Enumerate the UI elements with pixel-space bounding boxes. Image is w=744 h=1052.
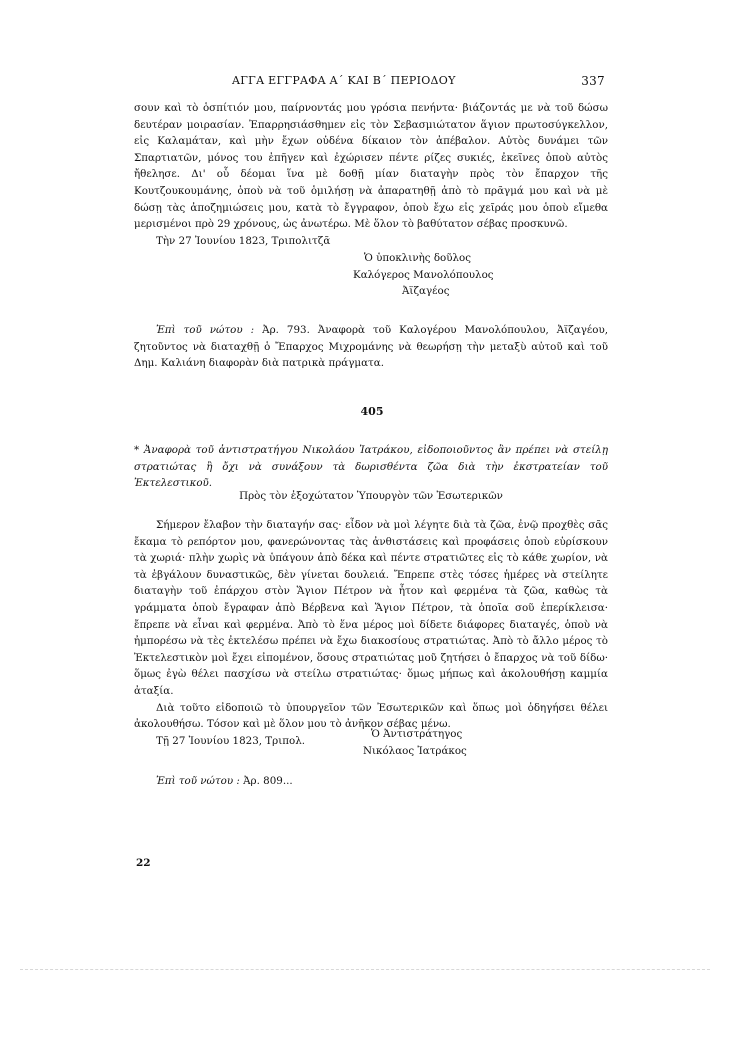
signature-mark: 22 xyxy=(136,857,151,869)
scan-artifact-line xyxy=(20,969,710,971)
signature-line: Ὁ ὑποκλινὴς δοῦλος xyxy=(364,252,471,264)
letter1-paragraph: σουν καὶ τὸ ὁσπίτιόν μου, παίρνοντάς μου γρόσια πενήντα· βιάζοντάς με νὰ τοῦ δώσω δευτέραν μοιρασίαν. Ἐπαρρησιάσθημεν εἰς τὸν Σεβασμιώτατον ἅγιον πρωτοσύγκελλον, εἰς Καλαμάταν, καὶ μὴν ἔχων οὐδένα δίκαιον τὸν ἀπέβαλον. Αὐτὸς δυνάμει τῶν Σπαρτιατῶν, μόνος του ἐπῆγεν καὶ ἐχώρισεν πέντε ρίζες συκιές, ἐκεῖνες ὁποὺ αὐτὸς ἤθελησε. Δι' οὗ δέομαι ἵνα μὲ δοθῇ μίαν διαταγὴν πρὸς τὸν ἔπαρχον τῆς Κουτζουκουμάνης, ὁποὺ νὰ τοῦ ὁμιλήσῃ νὰ ἀπαρατηθῇ ἀπὸ τὸ πρᾶγμά μου καὶ νὰ μὲ δώσῃ τὰς ἀποζημιώσεις μου, κατὰ τὸ ἔγγραφον, ὁποὺ ἔχω εἰς χεῖράς μου ὁποὺ εἴμεθα μερισμένοι πρὸ 29 χρόνους, ὡς ἀνωτέρω. Μὲ ὅλον τὸ βαθύτατον σέβας προσκυνῶ. xyxy=(134,102,608,231)
endorsement-text xyxy=(134,322,608,372)
endorsement-content: Ἀρ. 793. Ἀναφορὰ τοῦ Καλογέρου Μανολόπουλου, Ἀϊζαγέου, ζητοῦντος νὰ διαταχθῇ ὁ Ἔπαρχος Μιχρομάνης νὰ θεωρήσῃ τὴν μεταξὺ αὐτοῦ καὶ τοῦ Δημ. Καλιάνη διαφορὰν διὰ πατρικὰ πράγματα. xyxy=(134,324,608,370)
document-body xyxy=(134,517,608,749)
signature-line: Νικόλαος Ἰατράκος xyxy=(363,744,467,757)
endorsement-label: Ἐπὶ τοῦ νώτου : xyxy=(156,324,255,336)
addressee: Πρὸς τὸν ἐξοχώτατον Ὑπουργὸν τῶν Ἐσωτερικῶν xyxy=(239,490,503,502)
endorsement-text xyxy=(134,773,608,790)
endorsement-content: Ἀρ. 809... xyxy=(243,775,293,787)
body-paragraph-1: Σήμερον ἔλαβον τὴν διαταγήν σας· εἶδον νὰ μοὶ λέγητε διὰ τὰ ζῶα, ἐνῷ προχθὲς σᾶς ἔκαμα τὸ ρεπόρτον μου, φανερώνοντας τὰς ἀνθιστάσεις καὶ προφάσεις ὁποὺ εὑρίσκουν τὰ χωριά· πλὴν χωρὶς νὰ ὑπάγουν ἀπὸ δέκα καὶ πέντε στρατιῶτες εἰς τὸ κάθε χωρίον, νὰ τὰ ἐβγάλουν δυναστικῶς, δὲν γίνεται δουλειά. Ἔπρεπε στὲς τόσες ἡμέρες νὰ στείλητε διαταγὴν τοῦ ἐπάρχου στὸν Ἅγιον Πέτρον νὰ ἦτον καὶ φερμένα τὰ ζῶα, καθὼς τὰ γράμματα ὁποὺ ἔγραφαν ἀπὸ Βέρβενα καὶ Ἅγιον Πέτρον, τὰ ὁποῖα σοῦ ἐπερίκλεισα· ἔπρεπε νὰ εἶναι καὶ φερμένα. Ἀπὸ τὸ ἕνα μέρος μοὶ δίδετε διάφορες διαταγές, ὁποὺ νὰ ἠμπορέσω νὰ τὲς ἐκτελέσω πρέπει νὰ ἔχω διακοσίους στρατιώτας. Ἀπὸ τὸ ἄλλο μέρος τὸ Ἐκτελεστικὸν μοὶ ἔχει εἰπομένον, ὅσους στρατιώτας μοῦ ζητήσει ὁ ἔπαρχος νὰ τοῦ δίδω· ὅμως ἐγὼ θέλει πασχίσω νὰ στείλω στρατιώτας· ὅμως μήπως καὶ ἀκολουθήσῃ καμμία ἀταξία. xyxy=(134,519,608,697)
document-heading: * Ἀναφορὰ τοῦ ἀντιστρατήγου Νικολάου Ἰατράκου, εἰδοποιοῦντος ἂν πρέπει νὰ στείλῃ στρατιώτας ἢ ὄχι νὰ συνάξουν τὰ δωρισθέντα ζῶα διὰ τὴν ἐκστρατείαν τοῦ Ἐκτελεστικοῦ. xyxy=(134,444,608,490)
signature-line: Καλόγερος Μανολόπουλος xyxy=(353,268,494,281)
endorsement-label: Ἐπὶ τοῦ νώτου : xyxy=(156,775,240,787)
document-heading-block xyxy=(134,442,608,492)
signature-line: Ὁ Ἀντιστράτηγος xyxy=(371,728,463,740)
page-number: 337 xyxy=(581,74,605,88)
document-number: 405 xyxy=(360,405,384,418)
addressee-block xyxy=(134,488,608,505)
signature-line: Ἀϊζαγέος xyxy=(402,285,450,298)
running-title: ΑΓΓΑ ΕΓΓΡΑΦΑ Α΄ ΚΑΙ Β΄ ΠΕΡΙΟΔΟΥ xyxy=(232,74,456,87)
letter1-date: Τὴν 27 Ἰουνίου 1823, Τριπολιτζᾶ xyxy=(156,234,331,247)
body-paragraph-2: Διὰ τοῦτο εἰδοποιῶ τὸ ὑπουργεῖον τῶν Ἐσωτερικῶν καὶ ὅπως μοὶ ὁδηγήσει θέλει ἀκολουθήσω. Τόσον καὶ μὲ ὅλον μου τὸ ἀνῆκον σέβας μένω. xyxy=(134,701,608,731)
document-signature xyxy=(363,726,467,759)
letter1-signature xyxy=(353,250,494,300)
document-date: Τῇ 27 Ἰουνίου 1823, Τριπολ. xyxy=(156,734,306,747)
letter1-body xyxy=(134,100,608,249)
letter1-endorsement xyxy=(134,322,608,372)
document-endorsement xyxy=(134,773,608,790)
